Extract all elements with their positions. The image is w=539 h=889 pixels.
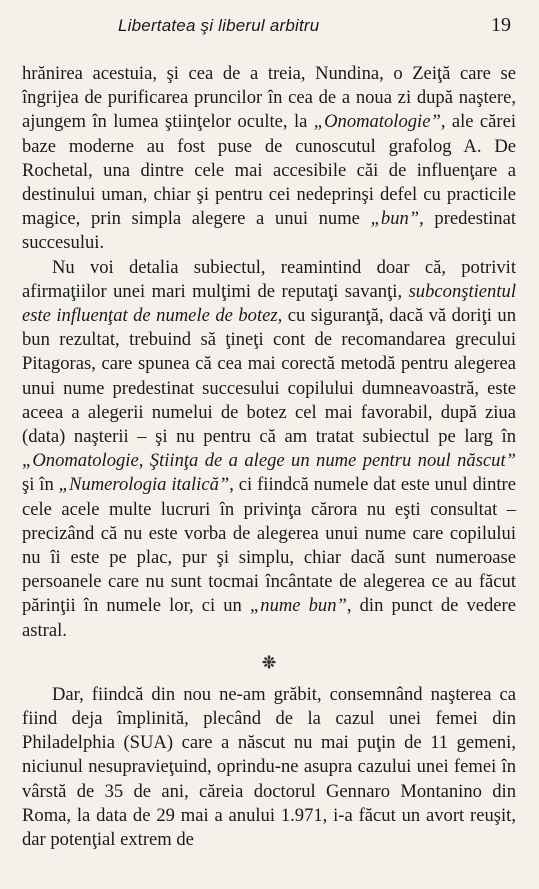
italic-text-segment: „nume bun” <box>249 595 347 617</box>
body-text <box>22 62 516 852</box>
italic-text-segment: „Onomatologie” <box>313 111 441 133</box>
text-segment: , din punct de vedere astral. <box>22 595 517 641</box>
page-header <box>24 14 515 40</box>
text-segment: hrănirea acestuia, şi cea de a treia, Nundina, o Zeiţă care se îngrijea de purificarea pruncilor în cea de a noua zi după naştere, ajungem în lumea ştiinţelor oculte, la <box>22 63 516 133</box>
text-segment: , ale cărei baze moderne au fost puse de cunoscutul grafolog A. De Rochetal, una dintre cele mai accesibile căi de influenţare a destinului uman, chiar şi pentru cei nedeprinşi defel cu practicile magice, prin simpla alegere a unui nume <box>22 111 517 230</box>
italic-text-segment: „Onomatologie, Ştiinţa de a alege un nume pentru noul născut” <box>22 450 516 472</box>
flower-ornament-icon <box>262 655 276 669</box>
text-segment: , ci fiindcă numele dat este unul dintre cele acele multe lucruri în privinţa cărora nu eşti consultat – precizând că nu este vorba de alegerea unui nume care copilului nu îi este pe plac, pur şi simplu, chiar dacă sunt numeroase persoanele care nu sunt tocmai încântate de alegerea ce au făcut părinţii în numele lor, ci un <box>22 474 516 617</box>
text-segment: , cu siguranţă, dacă vă doriţi un bun rezultat, trebuind să ţineţi cont de recomandarea grecului Pitagoras, care spunea că cea mai corectă metodă pentru alegerea unui nume predestinat succesului copilului dumneavoastră, este aceea a alegerii numelui de botez cel mai favorabil, după ziua (data) naşterii – şi nu pentru că am tratat subiectul pe larg în <box>22 305 516 448</box>
paragraph-3 <box>22 683 516 852</box>
text-segment: , predestinat succesului. <box>22 208 516 254</box>
italic-text-segment: subconştientul este influenţat de numele de botez <box>22 280 516 327</box>
text-segment: şi în <box>22 474 59 496</box>
paragraph-2 <box>22 256 516 643</box>
text-segment: Dar, fiindcă din nou ne-am grăbit, consemnând naşterea ca fiind deja împlinită, plecând de la cazul unei femei din Philadelphia (SUA) care a născut nu mai puţin de 11 gemeni, niciunul nesupravieţuind, oprindu-ne asupra cazului unei femei în vârstă de 35 de ani, căreia doctorul Gennaro Montanino din Roma, la data de 29 mai a anului 1.971, i-a făcut un avort reuşit, dar potenţial extrem de <box>22 683 516 851</box>
italic-text-segment: „bun” <box>370 208 420 230</box>
page-number: 19 <box>491 14 511 36</box>
running-title: Libertatea şi liberul arbitru <box>118 16 320 35</box>
italic-text-segment: „Numerologia italică” <box>58 474 230 496</box>
text-segment: Nu voi detalia subiectul, reamintind doar că, potrivit afirmaţiilor unei mari mulţimi de reputaţi savanţi, <box>22 256 516 302</box>
flower-ornament-icon <box>22 643 516 683</box>
paragraph-1 <box>22 62 516 256</box>
